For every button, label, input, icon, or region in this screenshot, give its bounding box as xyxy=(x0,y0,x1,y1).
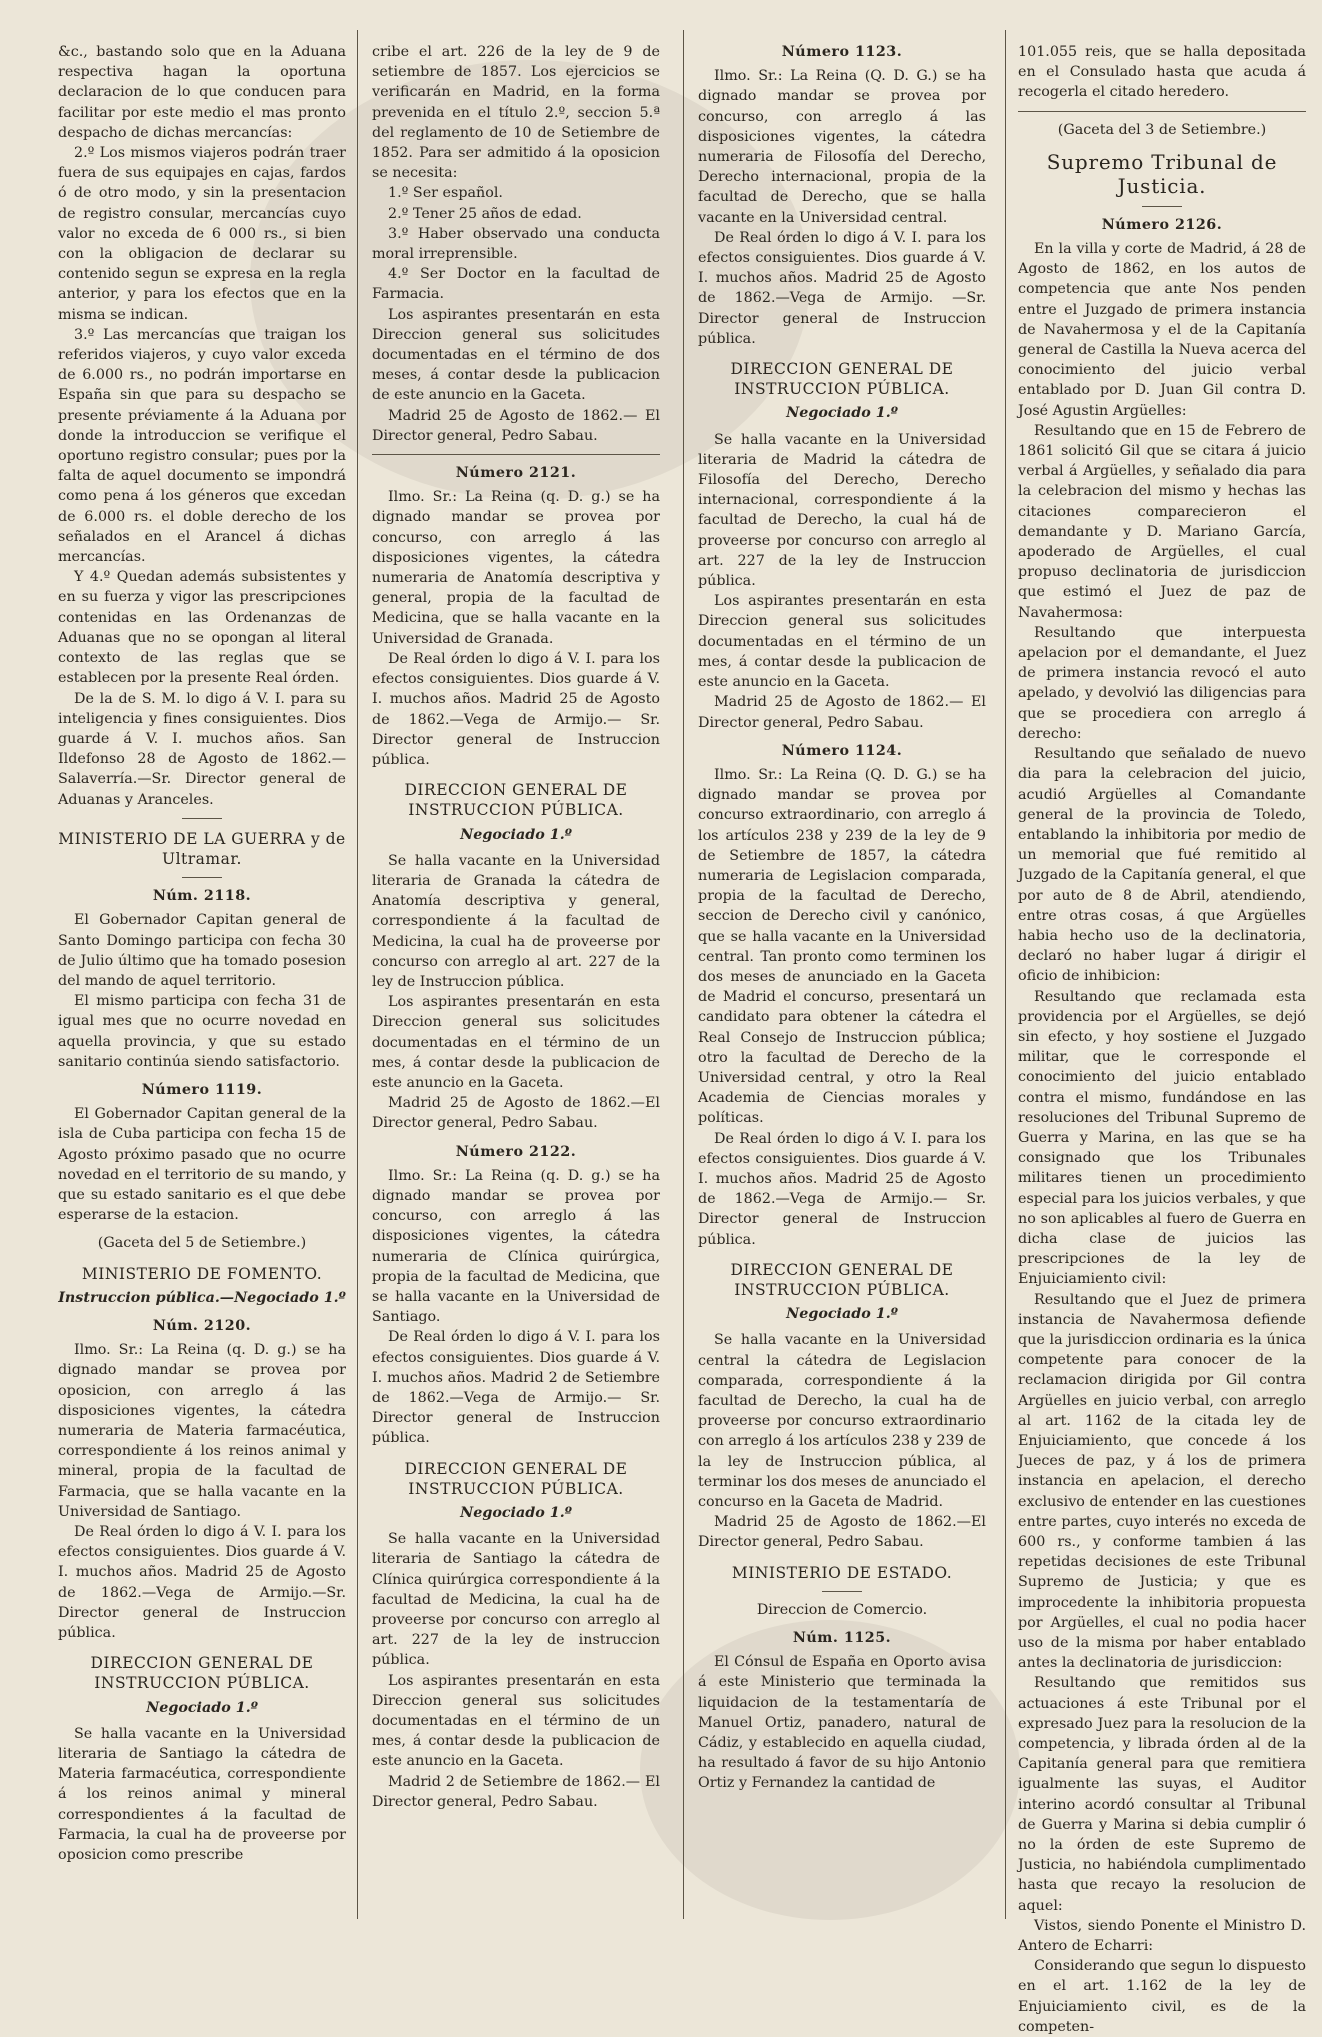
item-number: Número 2121. xyxy=(455,465,577,482)
column-4 xyxy=(1018,42,1306,2037)
separator xyxy=(822,1591,862,1592)
paragraph: Ilmo. Sr.: La Reina (q. D. g.) se ha dignado mandar se provea por concurso, con arreglo á las disposiciones vigentes, la cátedra numeraria de Anatomía descriptiva y general, propia de la facultad de Medicina, que se halla vacante en la Universidad de Granada. xyxy=(372,489,660,647)
paragraph: Considerando que segun lo dispuesto en el art. 1.162 de la ley de Enjuiciamiento civil, es de la competen- xyxy=(1018,1958,1306,2035)
subheading: Negociado 1.º xyxy=(146,1699,258,1716)
item-number: Número 2122. xyxy=(455,1143,577,1160)
section-heading: MINISTERIO DE LA GUERRA y de Ultramar. xyxy=(58,829,346,868)
paragraph: Resultando que reclamada esta providencia por el Argüelles, se dejó sin efecto, y hoy sostiene el Juzgado militar, que le corresponde el conocimiento del juicio entablado contra el mismo, fundándose en las resoluciones del Tribunal Supremo de Guerra y Marina, en las que se ha consignado que los Tribunales militares tienen un procedimiento especial para los juicios verbales, y que no son aplicables al fuero de Guerra en dicha clase de juicios las prescripciones de la ley de Enjuiciamiento civil: xyxy=(1018,988,1306,1288)
paragraph: Y 4.º Quedan además subsistentes y en su fuerza y vigor las prescripciones contenidas en las Ordenanzas de Aduanas que no se opongan al literal contexto de las reglas que se establecen por la presente Real órden. xyxy=(58,569,346,687)
section-heading: DIRECCION GENERAL DE INSTRUCCION PÚBLICA. xyxy=(404,781,628,820)
paragraph: De Real órden lo digo á V. I. para los efectos consiguientes. Dios guarde á V. I. muchos años. Madrid 25 de Agosto de 1862.—Vega de Armijo.—Sr. Director general de Instruccion pública. xyxy=(58,1524,346,1642)
list-item: 1.º Ser español. xyxy=(388,185,503,202)
paragraph: &c., bastando solo que en la Aduana respectiva hagan la oportuna declaracion de lo que conducen para facilitar por este medio el mas pronto despacho de dichas mercancías: xyxy=(58,44,346,141)
item-number: Núm. 2120. xyxy=(152,1317,252,1334)
separator xyxy=(372,454,660,455)
paragraph: Vistos, siendo Ponente el Ministro D. Antero de Echarri: xyxy=(1018,1917,1306,1955)
paragraph: cribe el art. 226 de la ley de 9 de setiembre de 1857. Los ejercicios se verificarán en Madrid, en la forma prevenida en el título 2.º, seccion 5.ª del reglamento de 10 de Setiembre de 1852. Para ser admitido á la oposicion se necesita: xyxy=(372,44,660,182)
section-heading: DIRECCION GENERAL DE INSTRUCCION PÚBLICA. xyxy=(730,360,954,399)
gaceta-date: (Gaceta del 3 de Setiembre.) xyxy=(1057,121,1267,138)
section-heading: Supremo Tribunal de Justicia. xyxy=(1046,149,1278,198)
item-number: Número 1119. xyxy=(141,1081,263,1098)
paragraph: De la de S. M. lo digo á V. I. para su inteligencia y fines consiguientes. Dios guarde á V. I. muchos años. San Ildefonso 28 de Agosto de 1862.— Salaverría.—Sr. Director general de Aduanas y Aranceles. xyxy=(58,690,346,808)
paragraph: El Gobernador Capitan general de la isla de Cuba participa con fecha 15 de Agosto próximo pasado que no ocurre novedad en el territorio de su mando, y que su estado sanitario es el que debe esperarse de la estacion. xyxy=(58,1106,346,1224)
item-number: Número 1124. xyxy=(781,742,903,759)
section-heading: DIRECCION GENERAL DE INSTRUCCION PÚBLICA. xyxy=(730,1260,954,1299)
subheading: Negociado 1.º xyxy=(460,826,572,843)
separator xyxy=(182,877,222,878)
subheading: Negociado 1.º xyxy=(786,405,898,422)
column-rule xyxy=(1005,30,1006,1919)
list-item: 3.º Haber observado una conducta moral irreprensible. xyxy=(372,225,660,263)
section-heading: MINISTERIO DE FOMENTO. xyxy=(81,1264,323,1283)
item-number: Núm. 2118. xyxy=(152,888,252,905)
paragraph: Ilmo. Sr.: La Reina (Q. D. G.) se ha dignado mandar se provea por concurso extraordinario, con arreglo á los artículos 238 y 239 de la ley de 9 de Setiembre de 1857, la cátedra numeraria de Legislacion comparada, propia de la facultad de Derecho, seccion de Derecho civil y canónico, que se halla vacante en la Universidad central. Tan pronto como terminen los dos meses de anunciado en la Gaceta de Madrid el concurso, presentará un candidato para obtener la cátedra el Real Consejo de Instruccion pública; otro la facultad de Derecho de la Universidad central, y otro la Real Academia de Ciencias morales y políticas. xyxy=(698,766,986,1127)
paragraph: Se halla vacante en la Universidad literaria de Granada la cátedra de Anatomía descriptiva y general, correspondiente á la facultad de Medicina, la cual ha de proveerse por concurso con arreglo al art. 227 de la ley de Instruccion pública. xyxy=(372,852,660,990)
column-2 xyxy=(372,42,660,1812)
paragraph: Se halla vacante en la Universidad central la cátedra de Legislacion comparada, correspondiente á la facultad de Derecho, la cual ha de proveerse por concurso extraordinario con arreglo á los artículos 238 y 239 de la ley de Instruccion pública, al terminar los dos meses de anunciado el concurso en la Gaceta de Madrid. xyxy=(698,1332,986,1511)
paragraph: Madrid 25 de Agosto de 1862.—El Director general, Pedro Sabau. xyxy=(372,1095,660,1132)
paragraph: Los aspirantes presentarán en esta Direccion general sus solicitudes documentadas en el término de dos meses, á contar desde la publicacion de este anuncio en la Gaceta. xyxy=(372,306,660,404)
subheading: Instruccion pública.—Negociado 1.º xyxy=(58,1289,346,1306)
paragraph: Madrid 25 de Agosto de 1862.— El Director general, Pedro Sabau. xyxy=(372,407,660,444)
column-3 xyxy=(698,42,986,1794)
item-number: Núm. 1125. xyxy=(792,1630,892,1647)
item-number: Número 1123. xyxy=(781,44,903,60)
paragraph: De Real órden lo digo á V. I. para los efectos consiguientes. Dios guarde á V. I. muchos años. Madrid 25 de Agosto de 1862.—Vega de Armijo.— Sr. Director general de Instruccion pública. xyxy=(698,1130,986,1248)
paragraph: 3.º Las mercancías que traigan los referidos viajeros, y cuyo valor exceda de 6.000 rs., no podrán importarse en España sin que para su despacho se presente préviamente á la Aduana por donde la introduccion se verifique el oportuno registro consular; pues por la falta de aquel documento se impondrá como pena á los géneros que excedan de 6.000 rs. el doble derecho de los señalados en el Arancel á dichas mercancías. xyxy=(58,326,346,566)
paragraph: 101.055 reis, que se halla depositada en el Consulado hasta que acuda á recogerla el citado heredero. xyxy=(1018,44,1306,101)
paragraph: De Real órden lo digo á V. I. para los efectos consiguientes. Dios guarde á V. I. muchos años. Madrid 25 de Agosto de 1862.—Vega de Armijo.— Sr. Director general de Instruccion pública. xyxy=(372,650,660,768)
paragraph: Los aspirantes presentarán en esta Direccion general sus solicitudes documentadas en el término de un mes, á contar desde la publicacion de este anuncio en la Gaceta. xyxy=(372,994,660,1091)
paragraph: Resultando que en 15 de Febrero de 1861 solicitó Gil que se citara á juicio verbal á Argüelles, y señalado dia para la celebracion del mismo y hechas las citaciones comparecieron el demandante y D. Mariano García, apoderado de Argüelles, el cual propuso declinatoria de jurisdiccion que estimó el Juez de paz de Navahermosa: xyxy=(1018,422,1306,621)
paragraph: Resultando que interpuesta apelacion por el demandante, el Juez de primera instancia revocó el auto apelado, y devolvió las diligencias para que se procediera con arreglo á derecho: xyxy=(1018,624,1306,742)
paragraph: Se halla vacante en la Universidad literaria de Santiago la cátedra de Clínica quirúrgica correspondiente á la facultad de Medicina, la cual ha de proveerse por concurso con arreglo al art. 227 de la ley de instruccion pública. xyxy=(372,1531,660,1669)
section-heading: DIRECCION GENERAL DE INSTRUCCION PÚBLICA. xyxy=(90,1654,314,1693)
paragraph: Ilmo. Sr.: La Reina (q. D. g.) se ha dignado mandar se provea por concurso, con arreglo á las disposiciones vigentes, la cátedra numeraria de Clínica quirúrgica, propia de la facultad de Medicina, que se halla vacante en la Universidad de Santiago. xyxy=(372,1167,660,1326)
paragraph: Madrid 25 de Agosto de 1862.—El Director general, Pedro Sabau. xyxy=(698,1514,986,1551)
paragraph: Resultando que remitidos sus actuaciones á este Tribunal por el expresado Juez para la resolucion de la competencia, y librada órden al de la Capitanía general para que remitiera igualmente las suyas, el Auditor interino acordó consultar al Tribunal de Guerra y Marina si debia cumplir ó no la órden de este Supremo de Justicia, no habiéndola cumplimentado hasta que recayo la resolucion de aquel: xyxy=(1018,1675,1306,1914)
paragraph: 2.º Los mismos viajeros podrán traer fuera de sus equipajes en cajas, fardos ó de otro modo, y sin la presentacion de registro consular, mercancías cuyo valor no exceda de 6 000 rs., si bien con la obligacion de declarar su contenido segun se expresa en la regla anterior, y para los efectos que en la misma se indican. xyxy=(58,145,346,323)
paragraph: Madrid 25 de Agosto de 1862.— El Director general, Pedro Sabau. xyxy=(698,694,986,731)
section-heading: DIRECCION GENERAL DE INSTRUCCION PÚBLICA. xyxy=(404,1459,628,1498)
section-heading: MINISTERIO DE ESTADO. xyxy=(731,1563,953,1582)
paragraph: Ilmo. Sr.: La Reina (q. D. g.) se ha dignado mandar se provea por oposicion, con arreglo á las disposiciones vigentes, la cátedra numeraria de Materia farmacéutica, correspondiente á los reinos animal y mineral, propia de la facultad de Farmacia, que se halla vacante en la Universidad de Santiago. xyxy=(58,1342,346,1520)
item-number: Número 2126. xyxy=(1101,216,1223,233)
paragraph: Madrid 2 de Setiembre de 1862.— El Director general, Pedro Sabau. xyxy=(372,1773,660,1810)
column-rule xyxy=(683,30,684,1919)
paragraph: De Real órden lo digo á V. I. para los efectos consiguientes. Dios guarde á V. I. muchos años. Madrid 2 de Setiembre de 1862.—Vega de Armijo.— Sr. Director general de Instruccion pública. xyxy=(372,1329,660,1447)
paragraph: Resultando que señalado de nuevo dia para la celebracion del juicio, acudió Argüelles al Comandante general de la provincia de Toledo, entablando la inhibitoria por medio de un memorial que fué remitido al Juzgado de la Capitanía general, el que por auto de 8 de Abril, atendiendo, entre otras cosas, á que Argüelles habia hecho uso de la declinatoria, declaró no haber lugar á dirigir el oficio de inhibicion: xyxy=(1018,746,1306,985)
paragraph: Resultando que el Juez de primera instancia de Navahermosa defiende que la jurisdiccion ordinaria es la única competente para conocer de la reclamacion dirigida por Gil contra Argüelles en juicio verbal, con arreglo al art. 1162 de la citada ley de Enjuiciamiento, que concede á los Jueces de paz, y á los de primera instancia en apelacion, el derecho exclusivo de entender en las cuestiones entre partes, cuyo interés no exceda de 600 rs., y conforme tambien á las repetidas decisiones de este Tribunal Supremo de Justicia; y que es improcedente la inhibitoria propuesta por Argüelles, el cual no podia hacer uso de la misma por haber entablado antes la declinatoria de jurisdiccion: xyxy=(1018,1291,1306,1672)
separator xyxy=(182,818,222,819)
paragraph: En la villa y corte de Madrid, á 28 de Agosto de 1862, en los autos de competencia que ante Nos penden entre el Juzgado de primera instancia de Navahermosa y el de la Capitanía general de Castilla la Nueva acerca del conocimiento del juicio verbal entablado por D. Juan Gil contra D. José Agustin Argüelles: xyxy=(1018,241,1306,419)
paragraph: Se halla vacante en la Universidad literaria de Madrid la cátedra de Filosofía del Derecho, Derecho internacional, correspondiente á la facultad de Derecho, la cual há de proveerse por concurso con arreglo al art. 227 de la ley de Instruccion pública. xyxy=(698,431,986,590)
paragraph: Ilmo. Sr.: La Reina (Q. D. G.) se ha dignado mandar se provea por concurso, con arreglo á las disposiciones vigentes, la cátedra numeraria de Filosofía del Derecho, Derecho internacional, propia de la facultad de Derecho, que se halla vacante en la Universidad central. xyxy=(698,68,986,226)
separator xyxy=(1142,206,1182,207)
paragraph: Los aspirantes presentarán en esta Direccion general sus solicitudes documentadas en el término de un mes, á contar desde la publicacion de este anuncio en la Gaceta. xyxy=(372,1672,660,1770)
paragraph: El Gobernador Capitan general de Santo Domingo participa con fecha 30 de Julio último que ha tomado posesion del mando de aquel territorio. xyxy=(58,912,346,989)
paragraph: De Real órden lo digo á V. I. para los efectos consiguientes. Dios guarde á V. I. muchos años. Madrid 25 de Agosto de 1862.—Vega de Armijo. —Sr. Director general de Instruccion pública. xyxy=(698,229,986,347)
subheading: Negociado 1.º xyxy=(786,1306,898,1323)
list-item: 2.º Tener 25 años de edad. xyxy=(388,205,582,222)
paragraph: El mismo participa con fecha 31 de igual mes que no ocurre novedad en aquella provincia, y que su estado sanitario continúa siendo satisfactorio. xyxy=(58,993,346,1070)
subheading: Negociado 1.º xyxy=(460,1505,572,1522)
paragraph: El Cónsul de España en Oporto avisa á este Ministerio que terminada la liquidacion de la testamentaría de Manuel Ortiz, panadero, natural de Cádiz, y establecido en aquella ciudad, ha resultado á favor de su hijo Antonio Ortiz y Fernandez la cantidad de xyxy=(698,1654,986,1792)
gaceta-date: (Gaceta del 5 de Setiembre.) xyxy=(97,1235,307,1252)
column-rule xyxy=(357,30,358,1919)
separator xyxy=(1018,111,1306,112)
list-item: 4.º Ser Doctor en la facultad de Farmacia. xyxy=(372,266,660,303)
paragraph: Se halla vacante en la Universidad literaria de Santiago la cátedra de Materia farmacéutica, correspondiente á los reinos animal y mineral correspondientes á la facultad de Farmacia, la cual ha de proveerse por oposicion como prescribe xyxy=(58,1725,346,1864)
subheading: Direccion de Comercio. xyxy=(756,1601,928,1618)
column-1 xyxy=(58,42,346,1865)
paragraph: Los aspirantes presentarán en esta Direccion general sus solicitudes documentadas en el término de un mes, á contar desde la publicacion de este anuncio en la Gaceta. xyxy=(698,593,986,691)
